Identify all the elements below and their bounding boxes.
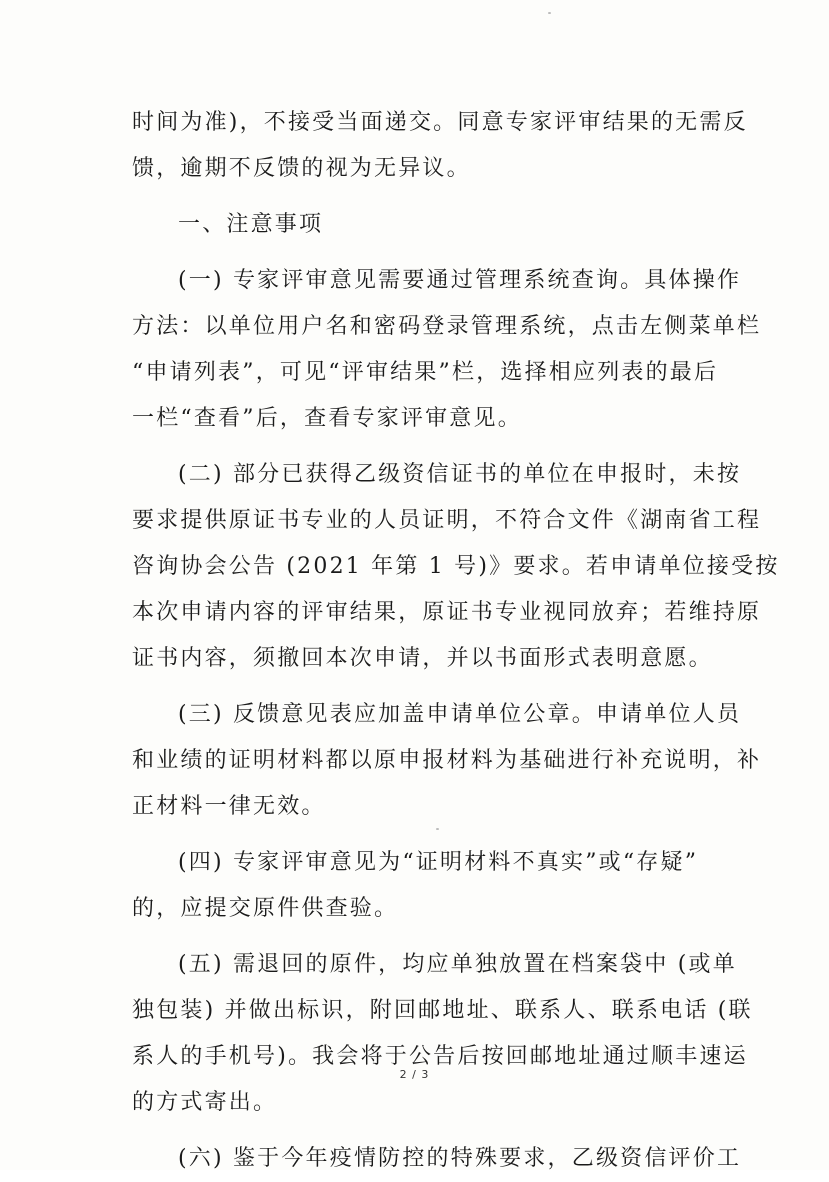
paragraph: [132, 840, 712, 932]
paragraph: [132, 100, 748, 192]
text-line: 咨询协会公告 (2021 年第 1 号)》要求。若申请单位接受按: [132, 554, 780, 579]
text-line: 系人的手机号)。我会将于公告后按回邮地址通过顺丰速运: [132, 1044, 748, 1069]
text-line: 一、注意事项: [178, 212, 324, 237]
paragraph: [132, 452, 780, 682]
text-line: (六) 鉴于今年疫情防控的特殊要求，乙级资信评价工: [178, 1146, 742, 1171]
text-line: (五) 需退回的原件，均应单独放置在档案袋中 (或单: [178, 952, 737, 977]
paragraph: [132, 942, 753, 1126]
text-line: 证书内容，须撤回本次申请，并以书面形式表明意愿。: [132, 646, 713, 671]
text-line: 时间为准)，不接受当面递交。同意专家评审结果的无需反: [132, 110, 748, 135]
text-line: 和业绩的证明材料都以原申报材料为基础进行补充说明，补: [132, 748, 762, 773]
text-line: 要求提供原证书专业的人员证明，不符合文件《湖南省工程: [132, 508, 762, 533]
text-line: 馈，逾期不反馈的视为无异议。: [132, 156, 471, 181]
text-line: (一) 专家评审意见需要通过管理系统查询。具体操作: [178, 268, 742, 293]
section-heading: [132, 202, 712, 248]
paragraph: [132, 1136, 742, 1182]
text-line: 一栏“查看”后，查看专家评审意见。: [132, 406, 522, 431]
text-line: 独包装) 并做出标识，附回邮地址、联系人、联系电话 (联: [132, 998, 753, 1023]
text-line: 的方式寄出。: [132, 1090, 278, 1115]
text-line: (三) 反馈意见表应加盖申请单位公章。申请单位人员: [178, 702, 742, 727]
text-line: “申请列表”，可见“评审结果”栏，选择相应列表的最后: [132, 360, 719, 385]
text-line: 正材料一律无效。: [132, 794, 326, 819]
paragraph: [132, 692, 762, 830]
text-line: 方法：以单位用户名和密码登录管理系统，点击左侧菜单栏: [132, 314, 762, 339]
document-body: [132, 100, 780, 1182]
text-line: 的，应提交原件供查验。: [132, 896, 399, 921]
text-line: (二) 部分已获得乙级资信证书的单位在申报时，未按: [178, 462, 742, 487]
text-line: 本次申请内容的评审结果，原证书专业视同放弃；若维持原: [132, 600, 762, 625]
text-line: (四) 专家评审意见为“证明材料不真实”或“存疑”: [178, 850, 699, 875]
page-number: 2 / 3: [399, 1068, 430, 1081]
paragraph: [132, 258, 762, 442]
scan-speck: [548, 12, 551, 14]
